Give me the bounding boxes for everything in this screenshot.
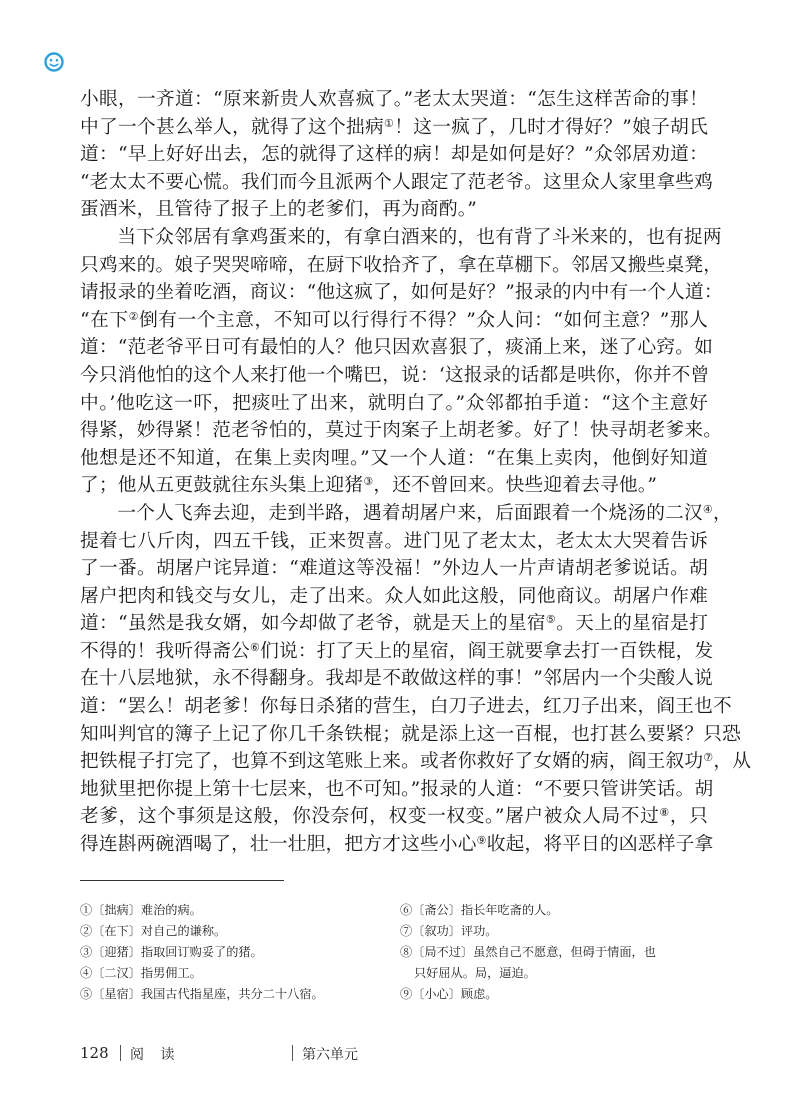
text-line: 提着七八斤肉，四五千钱，正来贺喜。进门见了老太太，老太太大哭着告诉 xyxy=(80,530,708,552)
text-line: 道：“范老爷平日可有最怕的人？他只因欢喜狠了，痰涌上来，迷了心窍。如 xyxy=(80,337,714,359)
text-line: 小眼，一齐道：“原来新贵人欢喜疯了。”老太太哭道：“怎生这样苦命的事！ xyxy=(80,89,708,110)
footnote-marker: ① xyxy=(384,116,395,130)
smiley-face-icon xyxy=(44,52,64,72)
footnote-marker: ⑤ xyxy=(545,613,557,627)
text-line: 一个人飞奔去迎，走到半路，遇着胡屠户来，后面跟着一个烧汤的二汉④， xyxy=(117,502,732,524)
footnote-marker: ③ xyxy=(363,475,374,489)
footnote-item: ①〔拙病〕难治的病。 xyxy=(80,903,202,917)
text-line: 知叫判官的簿子上记了你几千条铁棍；就是添上这一百棍，也打甚么要紧？只恐 xyxy=(80,723,742,745)
text-line: 老爹，这个事须是这般，你没奈何，权变一权变。”屠户被众人局不过⑧，只 xyxy=(80,806,709,828)
text-line: 道：“罢么！胡老爹！你每日杀猪的营生，白刀子进去，红刀子出来，阎王也不 xyxy=(80,696,732,718)
text-line: 今只消他怕的这个人来打他一个嘴巴，说：‘这报录的话都是哄你，你并不曾 xyxy=(80,364,710,386)
footnote-item: ⑨〔小心〕顾虑。 xyxy=(400,987,498,1001)
paragraph xyxy=(80,500,752,859)
footnotes-left-column xyxy=(80,900,380,1005)
footnote-divider xyxy=(80,880,284,881)
text-line: 请报录的坐着吃酒，商议：“他这疯了，如何是好？”报录的内中有一个人道： xyxy=(80,282,723,304)
footnote-item: ⑥〔斋公〕指长年吃斋的人。 xyxy=(400,903,559,917)
footnote-item: ④〔二汉〕指男佣工。 xyxy=(80,966,202,980)
text-line: 把铁棍子打完了，也算不到这笔账上来。或者你救好了女婿的病，阎王叙功⑦，从 xyxy=(80,751,752,773)
footnote-marker: ⑦ xyxy=(703,751,714,765)
footnote-item: ⑤〔星宿〕我国古代指星座，共分二十八宿。 xyxy=(80,987,324,1001)
text-line: 在十八层地狱，永不得翻身。我却是不敢做这样的事！”邻居内一个尖酸人说 xyxy=(80,668,714,690)
text-line: 得连斟两碗酒喝了，壮一壮胆，把方才这些小心⑨收起，将平日的凶恶样子拿 xyxy=(80,834,714,856)
text-line: 屠户把肉和钱交与女儿，走了出来。众人如此这般，同他商议。胡屠户作难 xyxy=(80,585,708,607)
footnote-marker: ⑨ xyxy=(476,834,487,848)
footnote-item: ②〔在下〕对自己的谦称。 xyxy=(80,924,227,938)
text-line: 不得的！我听得斋公⑥们说：打了天上的星宿，阎王就要拿去打一百铁棍，发 xyxy=(80,640,714,662)
text-line: 中了一个甚么举人，就得了这个拙病①！这一疯了，几时才得好？”娘子胡氏 xyxy=(80,116,708,138)
footnote-marker: ⑧ xyxy=(659,806,670,820)
text-line: 只鸡来的。娘子哭哭啼啼，在厨下收拾齐了，拿在草棚下。邻居又搬些桌凳， xyxy=(80,254,723,276)
text-line: 得紧，妙得紧！范老爷怕的，莫过于肉案子上胡老爹。好了！快寻胡老爹来。 xyxy=(80,420,723,442)
footnotes-right-column xyxy=(400,900,700,1005)
text-line: 地狱里把你提上第十七层来，也不可知。”报录的人道：“不要只管讲笑话。胡 xyxy=(80,778,714,800)
page-number: 128 xyxy=(80,1044,109,1062)
footnote-marker: ② xyxy=(128,309,140,323)
text-line: 当下众邻居有拿鸡蛋来的，有拿白酒来的，也有背了斗米来的，也有捉两 xyxy=(117,226,722,248)
footnote-item: ⑦〔叙功〕评功。 xyxy=(400,924,498,938)
footer-separator xyxy=(120,1045,121,1061)
text-line: “在下②倒有一个主意，不知可以行得行不得？”众人问：“如何主意？”那人 xyxy=(80,309,709,331)
footnote-item: ③〔迎猪〕指取回订购妥了的猪。 xyxy=(80,945,263,959)
text-line: 他想是还不知道，在集上卖肉哩。”又一个人道：“在集上卖肉，他倒好知道 xyxy=(80,447,708,469)
text-line: “老太太不要心慌。我们而今且派两个人跟定了范老爷。这里众人家里拿些鸡 xyxy=(80,171,714,193)
footnote-item: 只好屈从。局，逼迫。 xyxy=(414,966,536,980)
paragraph xyxy=(80,224,723,500)
text-line: 蛋酒米，且管待了报子上的老爹们，再为商酌。” xyxy=(80,199,478,221)
text-line: 道：“虽然是我女婿，如今却做了老爷，就是天上的星宿⑤。天上的星宿是打 xyxy=(80,613,708,635)
footnote-marker: ④ xyxy=(702,502,713,516)
footnote-item: ⑧〔局不过〕虽然自己不愿意，但碍于情面，也 xyxy=(400,945,656,959)
section-name: 阅 读 xyxy=(130,1047,181,1063)
text-line: 中。’他吃这一吓，把痰吐了出来，就明白了。”众邻都拍手道：“这个主意好 xyxy=(80,392,708,414)
footer-separator xyxy=(292,1045,293,1061)
body-text xyxy=(80,86,752,859)
unit-name: 第六单元 xyxy=(302,1047,358,1063)
paragraph xyxy=(80,86,714,224)
text-line: 了；他从五更鼓就往东头集上迎猪③，还不曾回来。快些迎着去寻他。” xyxy=(80,475,658,497)
footnote-marker: ⑥ xyxy=(250,640,261,654)
text-line: 了一番。胡屠户诧异道：“难道这等没福！”外边人一片声请胡老爹说话。胡 xyxy=(80,558,708,580)
text-line: 道：“早上好好出去，怎的就得了这样的病！却是如何是好？”众邻居劝道： xyxy=(80,144,708,166)
